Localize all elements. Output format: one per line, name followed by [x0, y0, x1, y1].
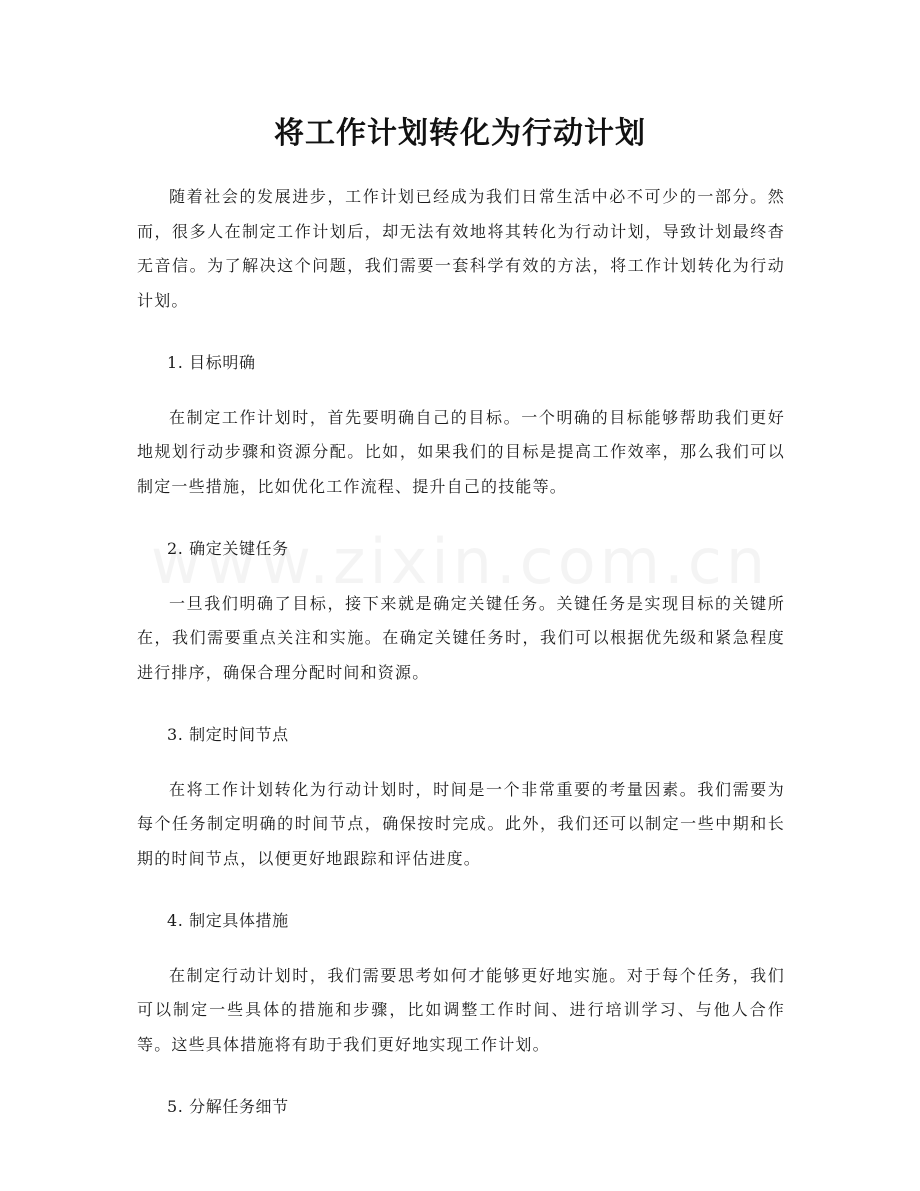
section-heading-2: 2. 确定关键任务	[167, 539, 289, 558]
section-body-3: 在将工作计划转化为行动计划时，时间是一个非常重要的考量因素。我们需要为每个任务制定明确的时间节点，确保按时完成。此外，我们还可以制定一些中期和长期的时间节点，以便更好地跟踪和评估进度。	[137, 779, 785, 868]
section-heading-1: 1. 目标明确	[167, 353, 256, 372]
section-body-1: 在制定工作计划时，首先要明确自己的目标。一个明确的目标能够帮助我们更好地规划行动步骤和资源分配。比如，如果我们的目标是提高工作效率，那么我们可以制定一些措施，比如优化工作流程、提升自己的技能等。	[137, 407, 785, 496]
section-heading-4: 4. 制定具体措施	[167, 911, 289, 930]
section-body-4: 在制定行动计划时，我们需要思考如何才能够更好地实施。对于每个任务，我们可以制定一些具体的措施和步骤，比如调整工作时间、进行培训学习、与他人合作等。这些具体措施将有助于我们更好地实现工作计划。	[137, 965, 785, 1054]
document-body	[137, 180, 785, 1145]
section-body-2: 一旦我们明确了目标，接下来就是确定关键任务。关键任务是实现目标的关键所在，我们需要重点关注和实施。在确定关键任务时，我们可以根据优先级和紧急程度进行排序，确保合理分配时间和资源。	[137, 593, 785, 682]
section-heading-3: 3. 制定时间节点	[167, 725, 289, 744]
document-title: 将工作计划转化为行动计划	[274, 116, 646, 151]
section-heading-5: 5. 分解任务细节	[167, 1097, 289, 1116]
intro-paragraph: 随着社会的发展进步，工作计划已经成为我们日常生活中必不可少的一部分。然而，很多人在制定工作计划后，却无法有效地将其转化为行动计划，导致计划最终杳无音信。为了解决这个问题，我们需要一套科学有效的方法，将工作计划转化为行动计划。	[137, 187, 785, 310]
